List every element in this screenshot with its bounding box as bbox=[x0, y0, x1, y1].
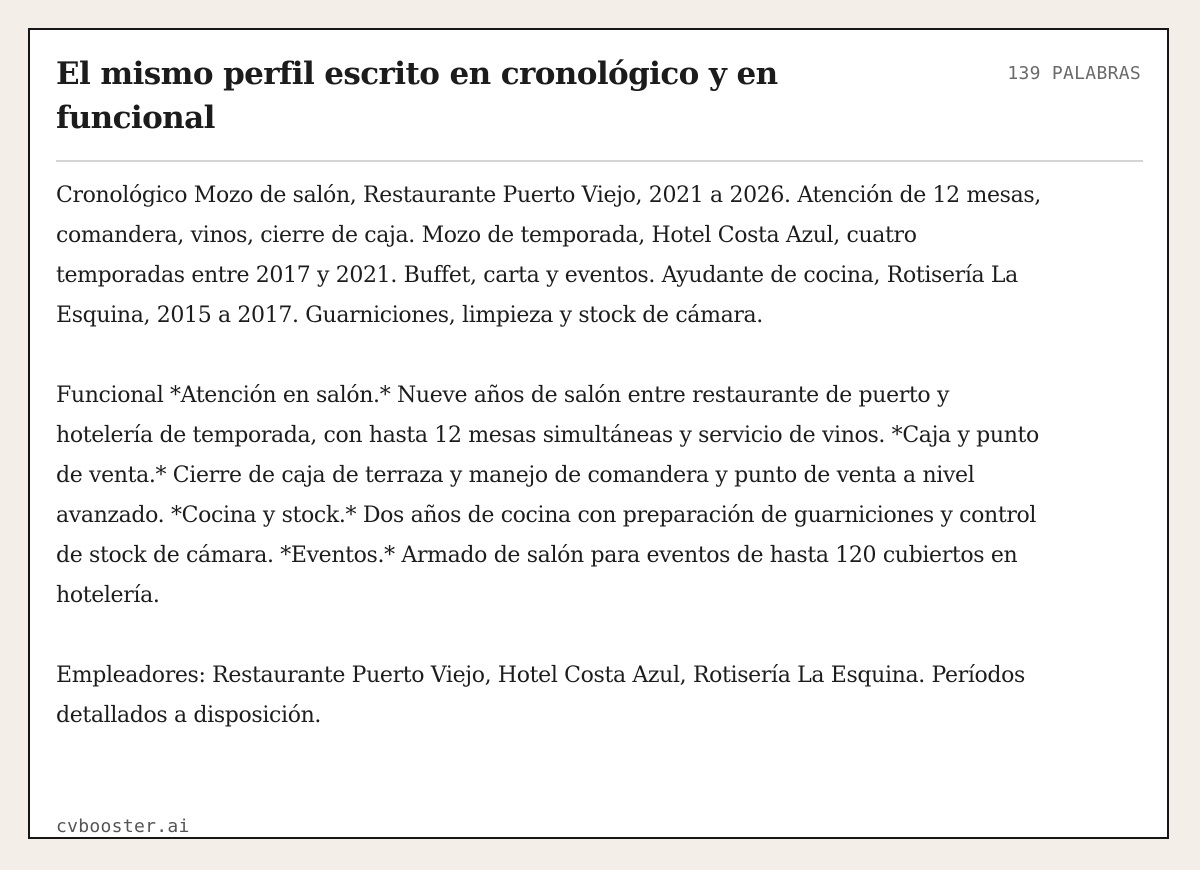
paragraph-functional: Funcional *Atención en salón.* Nueve años de salón entre restaurante de puerto y hotelería de temporada, con hasta 12 mesas simultáneas y servicio de vinos. *Caja y punto de venta.* Cierre de caja de terraza y manejo de comandera y punto de venta a nivel avanzado. *Cocina y stock.* Dos años de cocina con preparación de guarniciones y control de stock de cámara. *Eventos.* Armado de salón para eventos de hasta 120 cubiertos en hotelería. bbox=[56, 383, 1039, 608]
document-card bbox=[28, 28, 1169, 839]
document-title: El mismo perfil escrito en cronológico y en funcional bbox=[56, 56, 778, 136]
document-body bbox=[56, 176, 1046, 736]
brand-footer: cvbooster.ai bbox=[56, 816, 190, 837]
paragraph-chronological: Cronológico Mozo de salón, Restaurante Puerto Viejo, 2021 a 2026. Atención de 12 mesas, comandera, vinos, cierre de caja. Mozo de temporada, Hotel Costa Azul, cuatro temporadas entre 2017 y 2021. Buffet, carta y eventos. Ayudante de cocina, Rotisería La Esquina, 2015 a 2017. Guarniciones, limpieza y stock de cámara. bbox=[56, 183, 1041, 328]
paragraph-employers: Empleadores: Restaurante Puerto Viejo, Hotel Costa Azul, Rotisería La Esquina. Períodos detallados a disposición. bbox=[56, 663, 1025, 728]
word-count-badge: 139 PALABRAS bbox=[1007, 63, 1141, 84]
title-divider bbox=[56, 160, 1143, 162]
